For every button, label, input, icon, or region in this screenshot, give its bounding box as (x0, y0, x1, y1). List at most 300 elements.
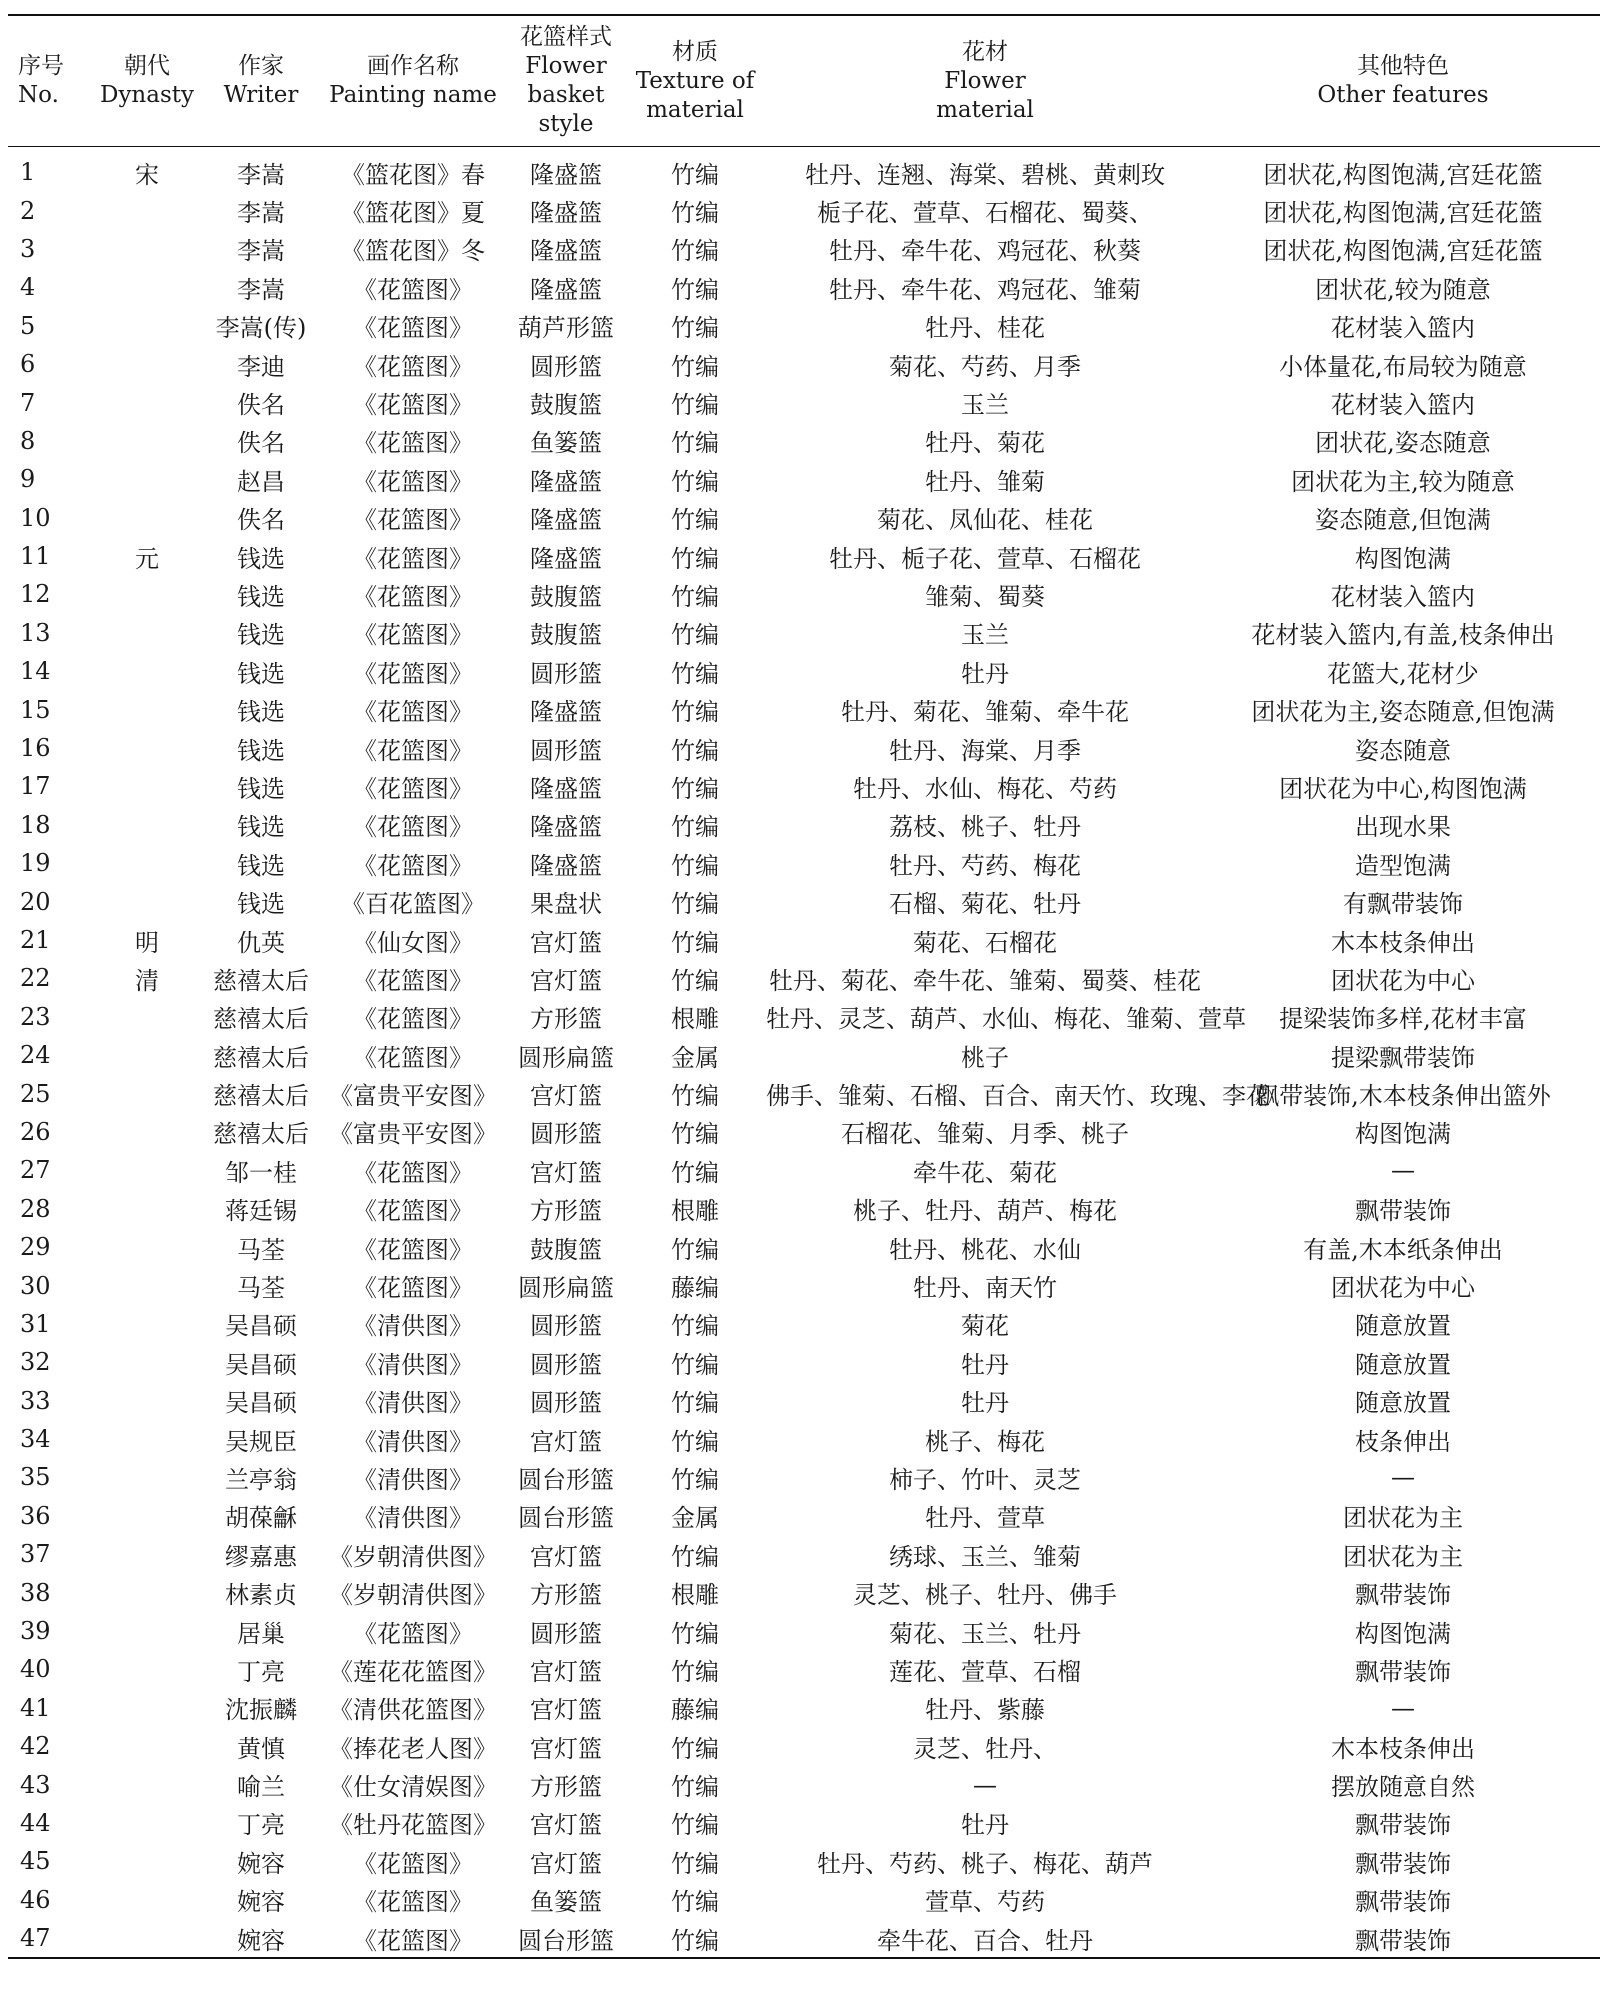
cell-writer: 兰亭翁 (225, 1465, 297, 1494)
cell-painting-name: 《花篮图》 (353, 1619, 473, 1648)
column-header-en: Dynasty (100, 82, 194, 108)
cell-basket-style: 圆形篮 (530, 1389, 602, 1418)
cell-painting-name: 《花篮图》 (320, 1919, 506, 1958)
table-row (8, 1765, 1600, 1803)
cell-dynasty (92, 1919, 202, 1958)
table-row (8, 1689, 1600, 1727)
cell-basket-style: 隆盛篮 (530, 506, 602, 535)
cell-no: 8 (20, 426, 36, 455)
cell-painting-name: 《富贵平安图》 (329, 1082, 497, 1111)
cell-writer: 婉容 (237, 1888, 285, 1917)
column-header-en: Painting name (329, 82, 497, 108)
cell-other-features: 飘带装饰 (1355, 1657, 1451, 1686)
cell-texture: 根雕 (671, 1005, 719, 1034)
cell-painting-name: 《篮花图》夏 (341, 199, 485, 228)
cell-flower-material: 菊花、凤仙花、桂花 (877, 506, 1093, 535)
cell-writer: 钱选 (237, 736, 285, 765)
cell-other-features: 团状花为中心 (1331, 966, 1475, 995)
cell-no: 34 (20, 1425, 51, 1454)
cell-basket-style: 隆盛篮 (530, 199, 602, 228)
cell-writer: 吴昌硕 (225, 1350, 297, 1379)
cell-basket-style: 鼓腹篮 (530, 621, 602, 650)
cell-dynasty (92, 499, 202, 537)
cell-painting-name: 《花篮图》 (353, 467, 473, 496)
cell-no: 2 (20, 196, 36, 225)
cell-texture: 竹编 (671, 1465, 719, 1494)
column-header-flower-material (764, 15, 1206, 147)
cell-painting-name: 《清供图》 (353, 1312, 473, 1341)
cell-no: 5 (20, 311, 36, 340)
cell-other-features: 姿态随意 (1355, 736, 1451, 765)
cell-other-features: 团状花,构图饱满,宫廷花篮 (1263, 237, 1543, 266)
cell-other-features: 构图饱满 (1355, 1120, 1451, 1149)
column-header-texture (626, 15, 764, 147)
table-row (8, 1036, 1600, 1074)
cell-dynasty (92, 652, 202, 690)
cell-writer: 钱选 (237, 774, 285, 803)
cell-writer: 慈禧太后 (213, 1043, 309, 1072)
cell-flower-material: 桃子 (961, 1043, 1009, 1072)
cell-flower-material: 牵牛花、菊花 (913, 1158, 1057, 1187)
cell-basket-style: 隆盛篮 (530, 160, 602, 189)
cell-writer: 钱选 (237, 544, 285, 573)
cell-painting-name: 《清供图》 (353, 1465, 473, 1494)
cell-writer: 蒋廷锡 (225, 1197, 297, 1226)
cell-writer: 钱选 (237, 621, 285, 650)
cell-texture: 竹编 (671, 1235, 719, 1264)
cell-writer: 钱选 (237, 813, 285, 842)
cell-texture: 竹编 (671, 1120, 719, 1149)
cell-other-features: 构图饱满 (1355, 1619, 1451, 1648)
cell-dynasty (92, 690, 202, 728)
table-row (8, 1458, 1600, 1496)
cell-dynasty (92, 998, 202, 1036)
cell-texture: 根雕 (671, 1581, 719, 1610)
cell-basket-style: 圆台形篮 (506, 1919, 626, 1958)
cell-painting-name: 《花篮图》 (353, 774, 473, 803)
cell-other-features: 团状花,较为随意 (1315, 275, 1491, 304)
table-row (8, 729, 1600, 767)
cell-texture: 竹编 (671, 1811, 719, 1840)
cell-writer: 慈禧太后 (213, 1082, 309, 1111)
cell-painting-name: 《花篮图》 (353, 391, 473, 420)
cell-basket-style: 方形篮 (530, 1581, 602, 1610)
cell-painting-name: 《仙女图》 (353, 928, 473, 957)
column-header-other-features (1206, 15, 1600, 147)
cell-writer: 吴昌硕 (225, 1389, 297, 1418)
cell-no: 10 (20, 503, 51, 532)
table-row (8, 1650, 1600, 1688)
cell-flower-material: 桃子、牡丹、葫芦、梅花 (853, 1197, 1117, 1226)
cell-basket-style: 隆盛篮 (530, 813, 602, 842)
cell-basket-style: 宫灯篮 (530, 1734, 602, 1763)
cell-no: 46 (20, 1885, 51, 1914)
cell-dynasty (92, 422, 202, 460)
cell-other-features: 团状花,姿态随意 (1315, 429, 1491, 458)
cell-no: 18 (20, 810, 51, 839)
cell-painting-name: 《百花篮图》 (341, 890, 485, 919)
cell-other-features: 造型饱满 (1355, 851, 1451, 880)
table-row (8, 998, 1600, 1036)
cell-basket-style: 方形篮 (530, 1773, 602, 1802)
cell-no: 45 (20, 1847, 51, 1876)
cell-basket-style: 宫灯篮 (530, 1542, 602, 1571)
cell-no: 14 (20, 657, 51, 686)
cell-other-features: 团状花为主,较为随意 (1291, 467, 1515, 496)
column-header-en: No. (18, 82, 59, 108)
cell-flower-material: 菊花 (961, 1312, 1009, 1341)
cell-texture: 竹编 (671, 1773, 719, 1802)
cell-dynasty (92, 1151, 202, 1189)
cell-writer: 吴昌硕 (225, 1312, 297, 1341)
cell-other-features: 构图饱满 (1355, 544, 1451, 573)
cell-texture: 竹编 (671, 467, 719, 496)
cell-no: 21 (20, 926, 51, 954)
cell-flower-material: 灵芝、桃子、牡丹、佛手 (853, 1581, 1117, 1610)
cell-painting-name: 《莲花花篮图》 (329, 1657, 497, 1686)
cell-writer: 钱选 (237, 851, 285, 880)
table-row (8, 1881, 1600, 1919)
cell-painting-name: 《岁朝清供图》 (329, 1542, 497, 1571)
cell-painting-name: 《花篮图》 (353, 506, 473, 535)
cell-writer: 李迪 (237, 352, 285, 381)
cell-basket-style: 隆盛篮 (530, 851, 602, 880)
cell-flower-material: 灵芝、牡丹、 (913, 1734, 1057, 1763)
cell-flower-material: 菊花、玉兰、牡丹 (889, 1619, 1081, 1648)
cell-texture: 竹编 (671, 429, 719, 458)
cell-writer: 丁亮 (237, 1657, 285, 1686)
cell-dynasty: 元 (135, 544, 159, 573)
column-header-zh: 序号 (18, 53, 64, 79)
cell-no: 43 (20, 1770, 51, 1799)
cell-flower-material: 栀子花、萱草、石榴花、蜀葵、 (817, 199, 1153, 228)
cell-writer: 李嵩 (237, 199, 285, 228)
cell-dynasty (92, 575, 202, 613)
cell-texture: 竹编 (671, 199, 719, 228)
cell-flower-material: 牡丹、海棠、月季 (889, 736, 1081, 765)
cell-dynasty (92, 844, 202, 882)
cell-basket-style: 宫灯篮 (530, 1082, 602, 1111)
cell-basket-style: 鼓腹篮 (530, 391, 602, 420)
cell-texture: 竹编 (671, 928, 719, 957)
cell-writer: 钱选 (237, 698, 285, 727)
table-row (8, 1727, 1600, 1765)
column-header-no (8, 15, 92, 147)
cell-texture: 竹编 (671, 890, 719, 919)
cell-texture: 竹编 (671, 621, 719, 650)
cell-no: 25 (20, 1079, 51, 1108)
cell-other-features: 团状花为主 (1343, 1542, 1463, 1571)
table-row (8, 1382, 1600, 1420)
cell-texture: 竹编 (671, 275, 719, 304)
cell-texture: 金属 (671, 1043, 719, 1072)
cell-other-features: 摆放随意自然 (1331, 1773, 1475, 1802)
cell-texture: 竹编 (671, 736, 719, 765)
cell-flower-material: 牡丹、牵牛花、鸡冠花、秋葵 (829, 237, 1141, 266)
table-row (8, 767, 1600, 805)
table-row (8, 844, 1600, 882)
cell-writer: 李嵩 (237, 160, 285, 189)
column-header-zh: 材质 (672, 38, 718, 65)
cell-flower-material: 牡丹、灵芝、葫芦、水仙、梅花、雏菊、萱草 (766, 1005, 1246, 1034)
cell-painting-name: 《篮花图》春 (341, 160, 485, 189)
cell-flower-material: 萱草、芍药 (925, 1888, 1045, 1917)
cell-dynasty (92, 614, 202, 652)
cell-no: 29 (20, 1233, 51, 1262)
table-row (8, 1535, 1600, 1573)
cell-writer: 佚名 (237, 429, 285, 458)
cell-basket-style: 隆盛篮 (530, 275, 602, 304)
cell-basket-style: 圆形篮 (530, 1312, 602, 1341)
table-row (8, 1497, 1600, 1535)
cell-painting-name: 《花篮图》 (353, 275, 473, 304)
column-header-dynasty (92, 15, 202, 147)
cell-texture: 竹编 (671, 774, 719, 803)
cell-flower-material: 牡丹 (961, 1350, 1009, 1379)
cell-flower-material: 佛手、雏菊、石榴、百合、南天竹、玫瑰、李花 (766, 1082, 1270, 1111)
table-row (8, 1919, 1600, 1958)
cell-flower-material: 绣球、玉兰、雏菊 (889, 1542, 1081, 1571)
cell-dynasty (92, 806, 202, 844)
table-row (8, 1612, 1600, 1650)
cell-texture: 竹编 (671, 1427, 719, 1456)
cell-no: 20 (20, 887, 51, 916)
cell-dynasty (92, 460, 202, 498)
cell-dynasty (92, 268, 202, 306)
cell-writer: 钱选 (237, 582, 285, 611)
cell-basket-style: 宫灯篮 (530, 1158, 602, 1187)
cell-painting-name: 《花篮图》 (353, 1043, 473, 1072)
cell-flower-material: 牡丹、牵牛花、鸡冠花、雏菊 (829, 275, 1141, 304)
cell-dynasty (92, 882, 202, 920)
cell-flower-material: 牡丹 (961, 1389, 1009, 1418)
cell-writer: 喻兰 (237, 1773, 285, 1802)
cell-basket-style: 圆形篮 (530, 1120, 602, 1149)
cell-painting-name: 《花篮图》 (353, 352, 473, 381)
cell-dynasty (92, 767, 202, 805)
table-row (8, 1842, 1600, 1880)
cell-basket-style: 宫灯篮 (530, 1657, 602, 1686)
table-row (8, 268, 1600, 306)
table-row (8, 1266, 1600, 1304)
cell-writer: 马荃 (237, 1274, 285, 1303)
cell-no: 47 (8, 1919, 92, 1958)
cell-other-features: 木本枝条伸出 (1331, 928, 1475, 957)
cell-texture: 竹编 (671, 1734, 719, 1763)
cell-painting-name: 《花篮图》 (353, 1849, 473, 1878)
cell-painting-name: 《篮花图》冬 (341, 237, 485, 266)
cell-writer: 邹一桂 (225, 1158, 297, 1187)
cell-painting-name: 《花篮图》 (353, 1197, 473, 1226)
cell-basket-style: 圆形扁篮 (518, 1274, 614, 1303)
cell-dynasty (92, 1113, 202, 1151)
cell-flower-material: 菊花、芍药、月季 (889, 352, 1081, 381)
cell-painting-name: 《花篮图》 (353, 851, 473, 880)
table-row (8, 1343, 1600, 1381)
cell-other-features: 飘带装饰 (1355, 1888, 1451, 1917)
cell-other-features: 飘带装饰 (1355, 1849, 1451, 1878)
cell-texture: 竹编 (671, 1350, 719, 1379)
cell-painting-name: 《清供图》 (353, 1427, 473, 1456)
table-row (8, 147, 1600, 192)
cell-other-features: — (1391, 1156, 1415, 1185)
cell-dynasty (92, 1036, 202, 1074)
cell-texture: 竹编 (671, 1158, 719, 1187)
cell-no: 19 (20, 849, 51, 878)
cell-painting-name: 《花篮图》 (353, 1005, 473, 1034)
cell-flower-material: 牡丹、萱草 (925, 1504, 1045, 1533)
cell-flower-material: 牡丹、菊花、牵牛花、雏菊、蜀葵、桂花 (769, 966, 1201, 995)
cell-dynasty (92, 307, 202, 345)
column-header-en: Other features (1317, 82, 1489, 108)
cell-flower-material: 牡丹 (961, 659, 1009, 688)
cell-basket-style: 圆形篮 (530, 736, 602, 765)
column-header-zh: 朝代 (124, 53, 170, 79)
cell-texture: 竹编 (671, 1082, 719, 1111)
cell-basket-style: 宫灯篮 (530, 1849, 602, 1878)
cell-dynasty (92, 1650, 202, 1688)
cell-dynasty (92, 1689, 202, 1727)
cell-texture: 竹编 (671, 1542, 719, 1571)
cell-flower-material: 莲花、萱草、石榴 (889, 1657, 1081, 1686)
cell-texture: 竹编 (671, 582, 719, 611)
cell-dynasty (92, 1727, 202, 1765)
column-header-en: material (646, 96, 744, 123)
cell-dynasty (92, 191, 202, 229)
cell-other-features: — (1391, 1693, 1415, 1722)
cell-other-features: 团状花,构图饱满,宫廷花篮 (1263, 199, 1543, 228)
cell-no: 26 (20, 1117, 51, 1146)
cell-other-features: 提梁飘带装饰 (1331, 1043, 1475, 1072)
cell-painting-name: 《花篮图》 (353, 698, 473, 727)
cell-writer: 沈振麟 (225, 1696, 297, 1725)
cell-no: 39 (20, 1617, 51, 1646)
column-header-en: Texture of (635, 67, 755, 94)
column-header-en: Writer (223, 82, 299, 108)
cell-writer: 李嵩(传) (215, 314, 307, 343)
cell-painting-name: 《清供花篮图》 (329, 1696, 497, 1725)
cell-other-features: 飘带装饰 (1355, 1197, 1451, 1226)
cell-basket-style: 圆形篮 (530, 659, 602, 688)
cell-painting-name: 《捧花老人图》 (329, 1734, 497, 1763)
cell-texture: 竹编 (671, 1849, 719, 1878)
cell-texture: 竹编 (671, 698, 719, 727)
cell-flower-material: 石榴花、雏菊、月季、桃子 (841, 1120, 1129, 1149)
cell-basket-style: 隆盛篮 (530, 467, 602, 496)
table-row (8, 537, 1600, 575)
table-row (8, 191, 1600, 229)
cell-dynasty (92, 230, 202, 268)
cell-texture: 竹编 (626, 1919, 764, 1958)
cell-texture: 竹编 (671, 314, 719, 343)
cell-flower-material: 玉兰 (961, 391, 1009, 420)
cell-no: 37 (20, 1540, 51, 1569)
column-header-en: material (936, 96, 1034, 123)
cell-texture: 藤编 (671, 1696, 719, 1725)
cell-flower-material: 牡丹、芍药、桃子、梅花、葫芦 (817, 1849, 1153, 1878)
table-row (8, 1305, 1600, 1343)
cell-basket-style: 隆盛篮 (530, 544, 602, 573)
cell-dynasty: 明 (135, 928, 159, 957)
cell-writer: 慈禧太后 (213, 1120, 309, 1149)
cell-basket-style: 鼓腹篮 (530, 1235, 602, 1264)
cell-writer: 丁亮 (237, 1811, 285, 1840)
cell-writer: 赵昌 (237, 467, 285, 496)
cell-dynasty: 清 (135, 966, 159, 995)
cell-other-features: 有飘带装饰 (1343, 890, 1463, 919)
table-row (8, 1151, 1600, 1189)
cell-no: 30 (20, 1271, 51, 1300)
cell-basket-style: 隆盛篮 (530, 774, 602, 803)
column-header-painting-name (320, 15, 506, 147)
cell-texture: 根雕 (671, 1197, 719, 1226)
cell-flower-material: 牡丹 (961, 1811, 1009, 1840)
cell-other-features: 飘带装饰 (1355, 1581, 1451, 1610)
cell-no: 33 (20, 1386, 51, 1415)
cell-basket-style: 宫灯篮 (530, 928, 602, 957)
cell-basket-style: 鱼篓篮 (530, 429, 602, 458)
cell-dynasty (92, 1074, 202, 1112)
cell-flower-material: 玉兰 (961, 621, 1009, 650)
cell-dynasty (92, 1190, 202, 1228)
cell-texture: 竹编 (671, 966, 719, 995)
cell-no: 22 (20, 964, 51, 993)
cell-basket-style: 隆盛篮 (530, 237, 602, 266)
table-row (8, 499, 1600, 537)
table-row (8, 307, 1600, 345)
table-row (8, 959, 1600, 997)
table-row (8, 652, 1600, 690)
cell-no: 44 (20, 1808, 51, 1837)
cell-flower-material: 牡丹、桃花、水仙 (889, 1235, 1081, 1264)
cell-flower-material: 牡丹、桂花 (925, 314, 1045, 343)
cell-no: 36 (20, 1501, 51, 1530)
cell-other-features: 出现水果 (1355, 813, 1451, 842)
cell-dynasty (92, 1573, 202, 1611)
cell-painting-name: 《牡丹花篮图》 (329, 1811, 497, 1840)
cell-dynasty (92, 1420, 202, 1458)
cell-writer: 婉容 (237, 1849, 285, 1878)
column-header-zh: 画作名称 (367, 53, 459, 79)
cell-no: 31 (20, 1309, 51, 1338)
cell-basket-style: 圆形扁篮 (518, 1043, 614, 1072)
table-header-row (8, 15, 1600, 147)
cell-painting-name: 《花篮图》 (353, 1235, 473, 1264)
cell-writer: 慈禧太后 (213, 1005, 309, 1034)
cell-texture: 竹编 (671, 1888, 719, 1917)
cell-painting-name: 《花篮图》 (353, 1274, 473, 1303)
cell-texture: 竹编 (671, 237, 719, 266)
cell-dynasty (92, 1765, 202, 1803)
cell-no: 27 (20, 1156, 51, 1185)
cell-no: 41 (20, 1693, 51, 1722)
cell-painting-name: 《清供图》 (353, 1350, 473, 1379)
cell-other-features: 飘带装饰,木本枝条伸出篮外 (1255, 1082, 1551, 1111)
cell-basket-style: 圆形篮 (530, 352, 602, 381)
cell-basket-style: 宫灯篮 (530, 1696, 602, 1725)
cell-painting-name: 《清供图》 (353, 1389, 473, 1418)
cell-dynasty (92, 1458, 202, 1496)
cell-flower-material: 牡丹、紫藤 (925, 1696, 1045, 1725)
cell-painting-name: 《花篮图》 (353, 736, 473, 765)
cell-other-features: 团状花为中心 (1331, 1274, 1475, 1303)
cell-painting-name: 《花篮图》 (353, 1158, 473, 1187)
cell-basket-style: 宫灯篮 (530, 1811, 602, 1840)
cell-other-features: 随意放置 (1355, 1389, 1451, 1418)
cell-texture: 竹编 (671, 1657, 719, 1686)
cell-painting-name: 《清供图》 (353, 1504, 473, 1533)
cell-dynasty (92, 1612, 202, 1650)
